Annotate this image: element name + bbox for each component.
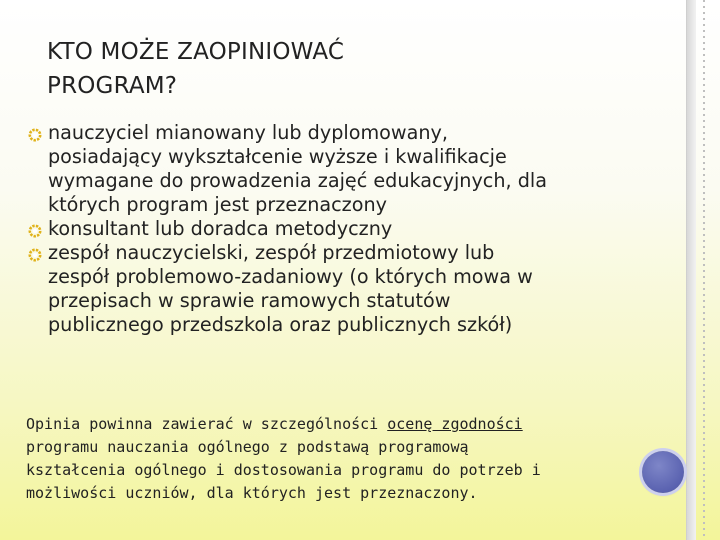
bullet-line: zespół nauczycielski, zespół przedmiotowy lub	[48, 241, 495, 264]
circle-navigation-button[interactable]	[642, 451, 684, 493]
right-dotted-line	[703, 0, 705, 540]
bullet-line: przepisach w sprawie ramowych statutów	[48, 289, 451, 312]
bullet-line: posiadający wykształcenie wyższe i kwalifikacje	[48, 145, 507, 168]
note-line-1	[26, 413, 636, 436]
note-line-3: kształcenia ogólnego i dostosowania programu do potrzeb i	[26, 461, 541, 479]
bullet-line: konsultant lub doradca metodyczny	[48, 217, 393, 240]
gear-bullet-icon	[28, 248, 42, 262]
bullet-item-consultant	[28, 217, 678, 241]
gear-bullet-icon	[28, 128, 42, 142]
bullet-item-team	[28, 241, 678, 337]
note-line-1-text: Opinia powinna zawierać w szczególności	[26, 415, 388, 433]
opinion-note	[26, 413, 636, 505]
right-decorative-rail	[686, 0, 696, 540]
gear-bullet-icon	[28, 224, 42, 238]
bullet-line: wymagane do prowadzenia zajęć edukacyjnych, dla	[48, 169, 547, 192]
note-line-2: programu nauczania ogólnego z podstawą programową	[26, 438, 469, 456]
title-line-2: PROGRAM?	[47, 73, 178, 99]
bullet-line: nauczyciel mianowany lub dyplomowany,	[48, 121, 448, 144]
bullet-line: publicznego przedszkola oraz publicznych szkół)	[48, 313, 513, 336]
bullet-list	[28, 121, 678, 337]
note-line-4: możliwości uczniów, dla których jest przeznaczony.	[26, 484, 478, 502]
slide-title	[47, 35, 344, 103]
bullet-item-teacher	[28, 121, 678, 217]
bullet-line: zespół problemowo-zadaniowy (o których mowa w	[48, 265, 533, 288]
bullet-line: których program jest przeznaczony	[48, 193, 387, 216]
note-underlined-phrase: ocenę zgodności	[387, 415, 523, 433]
title-line-1: KTO MOŻE ZAOPINIOWAĆ	[47, 39, 345, 65]
